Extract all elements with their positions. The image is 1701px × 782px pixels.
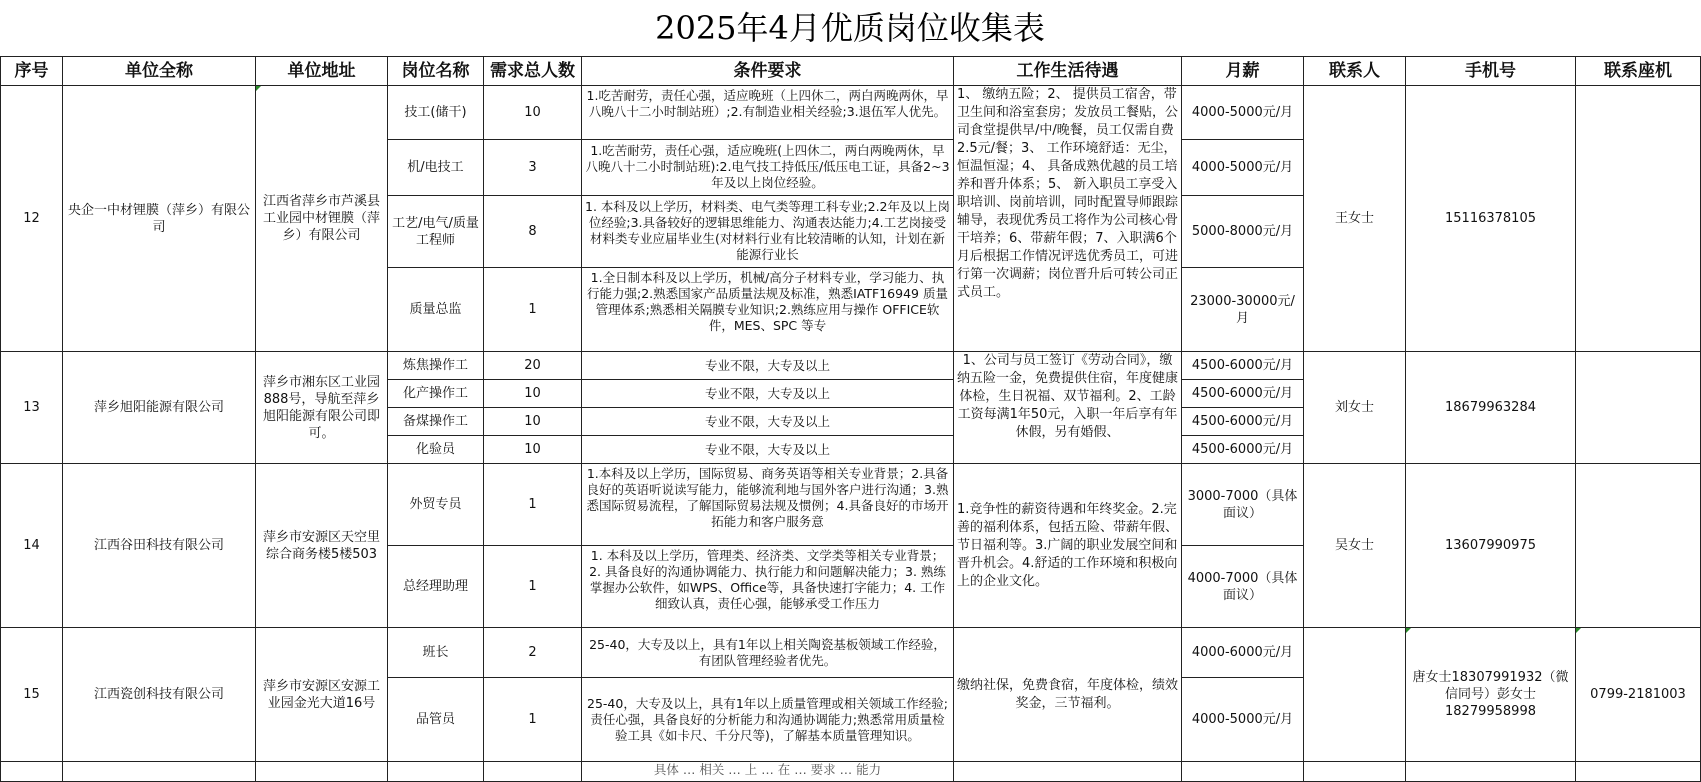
- table-row: [1, 352, 1701, 380]
- table-row-partial: [1, 762, 1701, 782]
- cell-job[interactable]: 工艺/电气/质量工程师: [388, 196, 484, 268]
- cell-job[interactable]: 技工(储干): [388, 86, 484, 140]
- table-row: [1, 628, 1701, 678]
- cell-partial[interactable]: [1, 762, 63, 782]
- cell-partial[interactable]: [256, 762, 388, 782]
- table-row: [1, 464, 1701, 546]
- cell-salary[interactable]: 4500-6000元/月: [1182, 436, 1304, 464]
- header-benefits[interactable]: 工作生活待遇: [954, 57, 1182, 86]
- cell-company[interactable]: 央企一中材锂膜（萍乡）有限公司: [63, 86, 256, 352]
- cell-company[interactable]: 江西谷田科技有限公司: [63, 464, 256, 628]
- requirements-text: 1. 本科及以上学历，管理类、经济类、文学类等相关专业背景；2. 具备良好的沟通协调能力、执行能力和问题解决能力；3. 熟练掌握办公软件，如WPS、Office等，具备快速打字能力；4. 工作细致认真，责任心强，能够承受工作压力: [589, 547, 946, 611]
- cell-salary[interactable]: 4000-6000元/月: [1182, 628, 1304, 678]
- cell-requirements[interactable]: 专业不限，大专及以上: [582, 352, 954, 380]
- cell-requirements[interactable]: [582, 546, 954, 628]
- cell-requirements[interactable]: 25-40，大专及以上，具有1年以上相关陶瓷基板领域工作经验，有团队管理经验者优先。: [582, 628, 954, 678]
- cell-salary[interactable]: 4500-6000元/月: [1182, 380, 1304, 408]
- cell-partial[interactable]: [63, 762, 256, 782]
- cell-partial[interactable]: [1406, 762, 1576, 782]
- requirements-text: 1.本科及以上学历，国际贸易、商务英语等相关专业背景；2.具备良好的英语听说读写能力，能够流利地与国外客户进行沟通；3.熟悉国际贸易流程，了解国际贸易法规及惯例；4.具备良好的市场开拓能力和客户服务意: [586, 465, 949, 529]
- table-row: [1, 86, 1701, 140]
- cell-count[interactable]: 1: [484, 678, 582, 762]
- cell-count[interactable]: 10: [484, 408, 582, 436]
- cell-landline[interactable]: [1576, 464, 1701, 628]
- cell-requirements[interactable]: [582, 140, 954, 196]
- cell-requirements[interactable]: 专业不限，大专及以上: [582, 380, 954, 408]
- cell-phone[interactable]: 15116378105: [1406, 86, 1576, 352]
- cell-salary[interactable]: 23000-30000元/月: [1182, 268, 1304, 352]
- cell-requirements[interactable]: 专业不限，大专及以上: [582, 408, 954, 436]
- sheet-title: 2025年4月优质岗位收集表: [0, 0, 1700, 57]
- cell-count[interactable]: 20: [484, 352, 582, 380]
- cell-contact[interactable]: 王女士: [1304, 86, 1406, 352]
- cell-requirements[interactable]: [582, 268, 954, 352]
- cell-job[interactable]: 质量总监: [388, 268, 484, 352]
- cell-count[interactable]: 1: [484, 268, 582, 352]
- cell-requirements[interactable]: [582, 464, 954, 546]
- cell-count[interactable]: 10: [484, 380, 582, 408]
- cell-address[interactable]: 江西省萍乡市芦溪县工业园中材锂膜（萍乡）有限公司: [256, 86, 388, 352]
- cell-count[interactable]: 8: [484, 196, 582, 268]
- cell-phone[interactable]: 唐女士18307991932（微信同号）彭女士18279958998: [1406, 628, 1576, 762]
- cell-requirements[interactable]: [582, 86, 954, 140]
- header-no[interactable]: 序号: [1, 57, 63, 86]
- cell-count[interactable]: 1: [484, 546, 582, 628]
- cell-partial[interactable]: [1182, 762, 1304, 782]
- cell-count[interactable]: 3: [484, 140, 582, 196]
- cell-contact[interactable]: 刘女士: [1304, 352, 1406, 464]
- benefits-text: 1、 缴纳五险；2、 提供员工宿舍，带卫生间和浴室套房；发放员工餐贴，公司食堂提供早/中/晚餐，员工仅需自费2.5元/餐；3、 工作环境舒适：无尘，恒温恒湿；4、 具备成熟优越的员工培养和晋升体系；5、 新入职员工享受入职培训、岗前培训，同时配置导师跟踪辅导，表现优秀员工将作为公司核心骨干培养；6、带薪年假；7、入职满6个月后根据工作情况评选优秀员工，可进行第一次调薪；岗位晋升后可转公司正式员工。: [957, 87, 1179, 300]
- requirements-text: 1.吃苦耐劳，责任心强，适应晚班（上四休二，两白两晚两休，早八晚八十二小时制站班）;2.有制造业相关经验;3.退伍军人优先。: [586, 87, 949, 119]
- cell-contact[interactable]: [1304, 628, 1406, 762]
- cell-landline[interactable]: [1576, 86, 1701, 352]
- cell-requirements[interactable]: 25-40，大专及以上，具有1年以上质量管理或相关领域工作经验;责任心强，具备良好的分析能力和沟通协调能力;熟悉常用质量检验工具《如卡尺、千分尺等)，了解基本质量管理知识。: [582, 678, 954, 762]
- cell-no[interactable]: 13: [1, 352, 63, 464]
- cell-no[interactable]: 12: [1, 86, 63, 352]
- cell-address[interactable]: 萍乡市湘东区工业园888号，导航至萍乡旭阳能源有限公司即可。: [256, 352, 388, 464]
- cell-salary[interactable]: 4500-6000元/月: [1182, 408, 1304, 436]
- cell-salary[interactable]: 3000-7000（具体面议）: [1182, 464, 1304, 546]
- cell-count[interactable]: 10: [484, 86, 582, 140]
- cell-contact[interactable]: 吴女士: [1304, 464, 1406, 628]
- cell-job[interactable]: 品管员: [388, 678, 484, 762]
- header-count[interactable]: 需求总人数: [484, 57, 582, 86]
- requirements-text: 1. 本科及以上学历，材料类、电气类等理工科专业;2.2年及以上岗位经验;3.具备较好的逻辑思维能力、沟通表达能力;4.工艺岗接受材料类专业应届毕业生(对材料行业有比较清晰的认知，计划在新能源行业长: [585, 198, 950, 262]
- job-table: [0, 56, 1701, 782]
- cell-benefits[interactable]: 缴纳社保，免费食宿，年度体检，绩效奖金，三节福利。: [954, 628, 1182, 762]
- cell-job[interactable]: 总经理助理: [388, 546, 484, 628]
- cell-landline[interactable]: 0799-2181003: [1576, 628, 1701, 762]
- cell-partial[interactable]: [954, 762, 1182, 782]
- cell-job[interactable]: 化产操作工: [388, 380, 484, 408]
- cell-partial[interactable]: [388, 762, 484, 782]
- cell-salary[interactable]: 5000-8000元/月: [1182, 196, 1304, 268]
- cell-landline[interactable]: [1576, 352, 1701, 464]
- header-job[interactable]: 岗位名称: [388, 57, 484, 86]
- header-contact[interactable]: 联系人: [1304, 57, 1406, 86]
- header-phone[interactable]: 手机号: [1406, 57, 1576, 86]
- cell-partial[interactable]: [1304, 762, 1406, 782]
- header-salary[interactable]: 月薪: [1182, 57, 1304, 86]
- cell-benefits[interactable]: [954, 86, 1182, 352]
- cell-partial[interactable]: [484, 762, 582, 782]
- cell-address[interactable]: 萍乡市安源区天空里综合商务楼5楼503: [256, 464, 388, 628]
- cell-job[interactable]: 机/电技工: [388, 140, 484, 196]
- header-address[interactable]: 单位地址: [256, 57, 388, 86]
- cell-benefits[interactable]: 1.竞争性的薪资待遇和年终奖金。2.完善的福利体系，包括五险、带薪年假、节日福利等。3.广阔的职业发展空间和晋升机会。4.舒适的工作环境和积极向上的企业文化。: [954, 464, 1182, 628]
- benefits-text: 1、公司与员工签订《劳动合同》，缴纳五险一金，免费提供住宿，年度健康体检，生日祝福、双节福利。2、工龄工资每满1年50元，入职一年后享有年休假，另有婚假、: [957, 353, 1179, 440]
- requirements-text: 1.全日制本科及以上学历，机械/高分子材料专业，学习能力、执行能力强;2.熟悉国家产品质量法规及标准，熟悉IATF16949 质量管理体系;熟悉相关隔膜专业知识;2.熟练应用与操作 OFFICE软件，MES、SPC 等专: [587, 269, 948, 333]
- header-landline[interactable]: 联系座机: [1576, 57, 1701, 86]
- cell-salary[interactable]: 4000-5000元/月: [1182, 140, 1304, 196]
- cell-job[interactable]: 炼焦操作工: [388, 352, 484, 380]
- cell-requirements[interactable]: [582, 196, 954, 268]
- cell-job[interactable]: 备煤操作工: [388, 408, 484, 436]
- header-requirements[interactable]: 条件要求: [582, 57, 954, 86]
- cell-job[interactable]: 外贸专员: [388, 464, 484, 546]
- cell-salary[interactable]: 4500-6000元/月: [1182, 352, 1304, 380]
- cell-count[interactable]: 2: [484, 628, 582, 678]
- header-row: [1, 57, 1701, 86]
- cell-job[interactable]: 班长: [388, 628, 484, 678]
- cell-no[interactable]: 15: [1, 628, 63, 762]
- cell-requirements[interactable]: 专业不限，大专及以上: [582, 436, 954, 464]
- cell-address[interactable]: 萍乡市安源区安源工业园金光大道16号: [256, 628, 388, 762]
- header-company[interactable]: 单位全称: [63, 57, 256, 86]
- cell-salary[interactable]: 4000-5000元/月: [1182, 678, 1304, 762]
- cell-partial[interactable]: [1576, 762, 1701, 782]
- cell-benefits[interactable]: [954, 352, 1182, 464]
- cell-phone[interactable]: 13607990975: [1406, 464, 1576, 628]
- cell-count[interactable]: 1: [484, 464, 582, 546]
- cell-salary[interactable]: 4000-7000（具体面议）: [1182, 546, 1304, 628]
- cell-salary[interactable]: 4000-5000元/月: [1182, 86, 1304, 140]
- cell-no[interactable]: 14: [1, 464, 63, 628]
- cell-phone[interactable]: 18679963284: [1406, 352, 1576, 464]
- cell-company[interactable]: 萍乡旭阳能源有限公司: [63, 352, 256, 464]
- cell-job[interactable]: 化验员: [388, 436, 484, 464]
- cell-count[interactable]: 10: [484, 436, 582, 464]
- cell-partial-requirements[interactable]: 具体 … 相关 … 上 … 在 … 要求 … 能力: [582, 762, 954, 782]
- cell-company[interactable]: 江西瓷创科技有限公司: [63, 628, 256, 762]
- requirements-text: 1.吃苦耐劳，责任心强，适应晚班(上四休二，两白两晚两休，早八晚八十二小时制站班):2.电气技工持低压/低压电工证，具备2~3年及以上岗位经验。: [585, 142, 950, 190]
